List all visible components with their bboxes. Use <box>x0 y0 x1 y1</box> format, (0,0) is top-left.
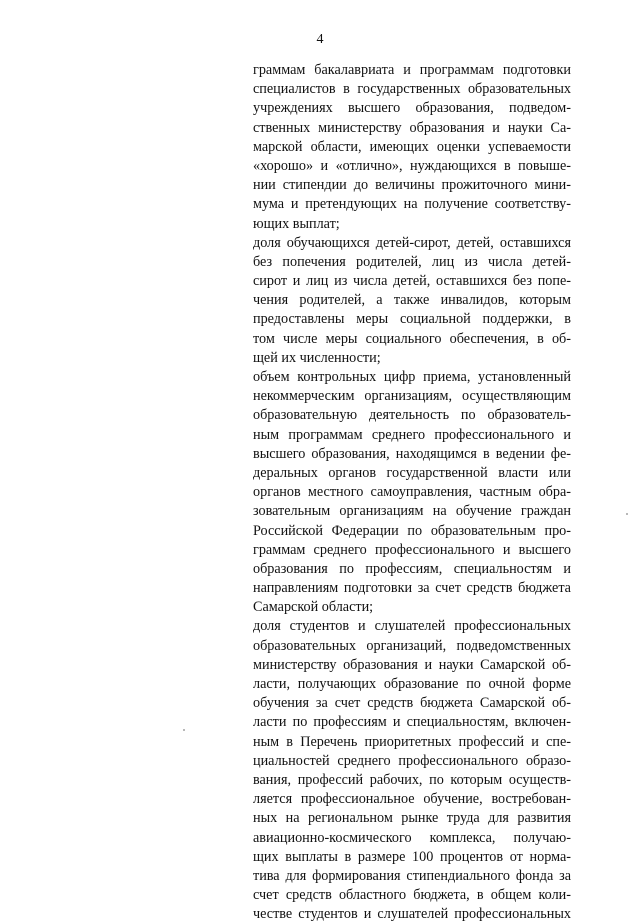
paragraph <box>253 234 571 368</box>
text-line: «хорошо» и «отлично», нуждающихся в повыше- <box>253 157 571 174</box>
text-line: высшего образования, находящимся в ведении фе- <box>253 445 571 462</box>
text-line: органов местного самоуправления, частным обра- <box>253 484 571 501</box>
paragraph <box>253 617 571 924</box>
text-line: Самарской области; <box>253 599 374 616</box>
text-line: ласти по профессиям и специальностям, включен- <box>253 714 571 731</box>
text-line: нии стипендии до величины прожиточного мини- <box>253 177 571 194</box>
text-line: образовательных организаций, подведомственных <box>253 637 571 654</box>
text-line: образовательную деятельность по образователь- <box>253 407 571 424</box>
text-line: вания, профессий рабочих, по которым осуществ- <box>253 771 571 788</box>
text-line: ных на региональном рынке труда для развития <box>253 810 571 827</box>
text-line: ющих выплат; <box>253 215 340 232</box>
text-line: предоставлены меры социальной поддержки, в <box>253 311 571 328</box>
paragraph <box>253 61 571 234</box>
text-line: доля обучающихся детей-сирот, детей, оставшихся <box>253 234 571 251</box>
body-text <box>253 61 571 924</box>
text-line: Российской Федерации по образовательным про- <box>253 522 571 539</box>
text-line: направлениям подготовки за счет средств бюджета <box>253 580 571 597</box>
text-line: министерству образования и науки Самарской об- <box>253 656 571 673</box>
text-line: деральных органов государственной власти или <box>253 464 571 481</box>
text-line: учреждениях высшего образования, подведом- <box>253 100 571 117</box>
scan-speck <box>626 513 628 515</box>
text-line: счет средств областного бюджета, в общем коли- <box>253 887 571 904</box>
text-line: ным в Перечень приоритетных профессий и спе- <box>253 733 571 750</box>
text-line: некоммерческим организациям, осуществляющим <box>253 388 571 405</box>
text-line: циальностей среднего профессионального образо- <box>253 752 571 769</box>
page-number: 4 <box>316 32 324 47</box>
text-line: сирот и лиц из числа детей, оставшихся без попе- <box>253 273 571 290</box>
text-line: образования по профессиям, специальностям и <box>253 560 571 577</box>
scan-speck <box>183 729 185 731</box>
text-line: ным программам среднего профессионального и <box>253 426 571 443</box>
text-line: честве студентов и слушателей профессиональных <box>253 906 571 923</box>
text-line: тива для формирования стипендиального фонда за <box>253 867 571 884</box>
text-line: ственных министерству образования и науки Са- <box>253 119 571 136</box>
text-line: граммам среднего профессионального и высшего <box>253 541 571 558</box>
text-line: том числе меры социального обеспечения, в об- <box>253 330 571 347</box>
text-line: авиационно-космического комплекса, получаю- <box>253 829 571 846</box>
text-line: доля студентов и слушателей профессиональных <box>253 618 571 635</box>
text-line: щей их численности; <box>253 349 381 366</box>
text-line: марской области, имеющих оценки успеваемости <box>253 138 571 155</box>
text-line: ляется профессиональное обучение, востребован- <box>253 791 571 808</box>
text-line: объем контрольных цифр приема, установленный <box>253 369 571 385</box>
text-line: граммам бакалавриата и программам подготовки <box>253 62 571 78</box>
paragraph <box>253 368 571 617</box>
text-line: щих выплаты в размере 100 процентов от норма- <box>253 848 571 865</box>
text-line: мума и претендующих на получение соответству- <box>253 196 571 213</box>
text-line: ласти, получающих образование по очной форме <box>253 676 571 692</box>
text-line: зовательным организациям на обучение граждан <box>253 503 571 520</box>
text-line: без попечения родителей, лиц из числа детей- <box>253 253 571 270</box>
text-line: обучения за счет средств бюджета Самарской об- <box>253 695 571 712</box>
text-line: специалистов в государственных образовательных <box>253 81 571 98</box>
text-line: чения родителей, а также инвалидов, которым <box>253 292 571 309</box>
